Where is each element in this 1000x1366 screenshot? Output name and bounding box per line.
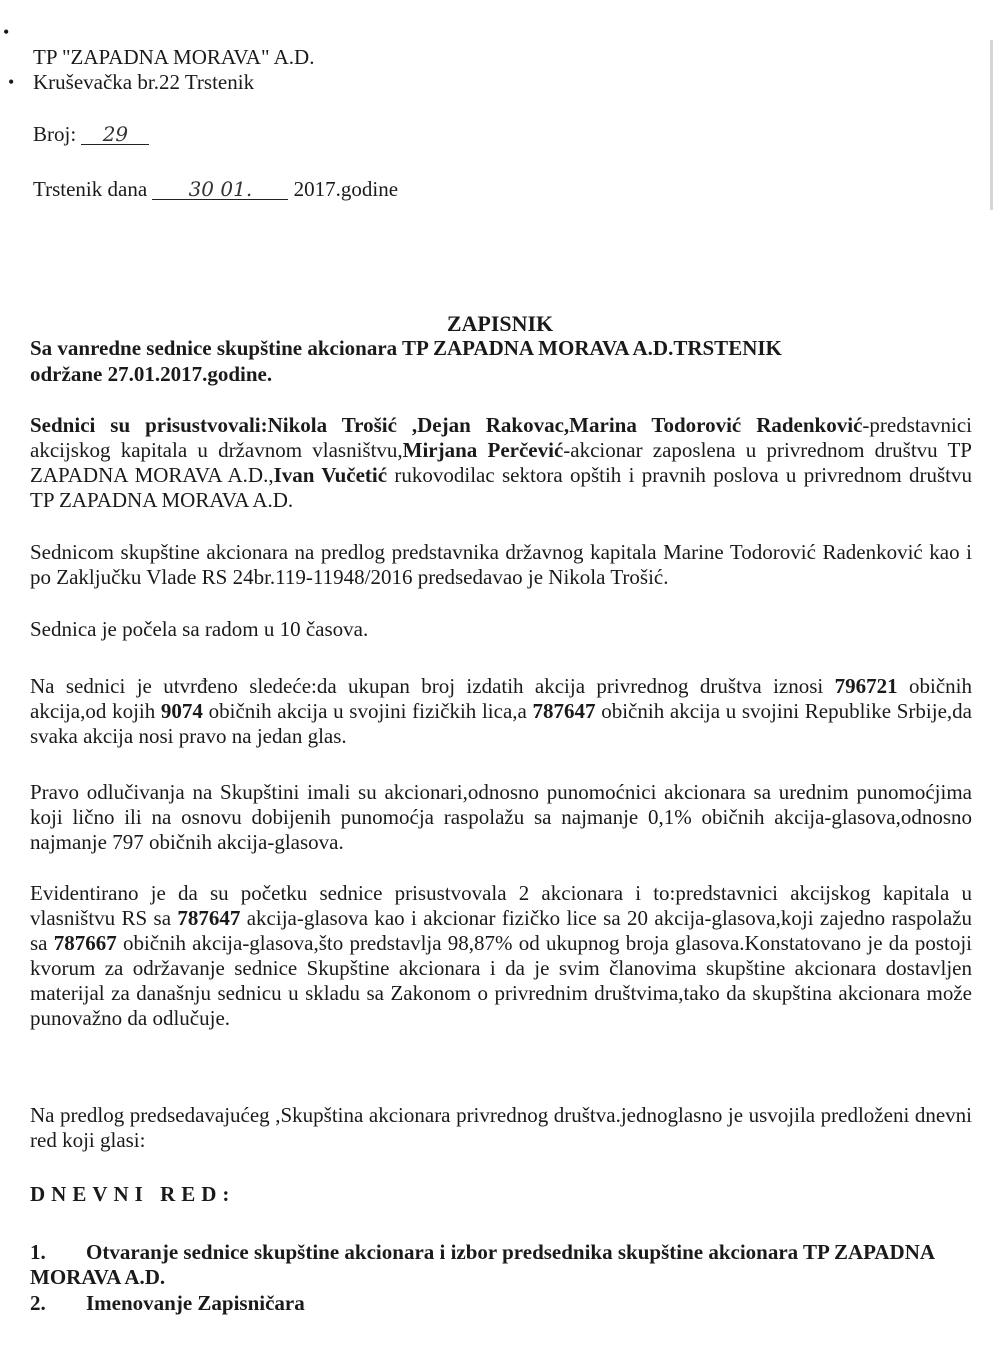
document-title: ZAPISNIK	[446, 311, 554, 336]
scan-mark: •	[3, 22, 10, 42]
scan-edge-shadow	[990, 40, 993, 210]
agenda-heading: DNEVNI RED:	[30, 1182, 236, 1206]
paragraph-quorum	[30, 881, 972, 1031]
shares-number: 796721	[834, 674, 898, 698]
shares-number: 787647	[532, 699, 596, 723]
attendees-text: -predstavnici akcijskog kapitala u državnom vlasništvu,	[30, 413, 973, 462]
paragraph-shares	[30, 674, 972, 749]
paragraph-agenda-intro: Na predlog predsedavajućeg ,Skupština akcionara privrednog društva.jednoglasno je usvojila predloženi dnevni red koji glasi:	[30, 1103, 972, 1152]
date-suffix: 2017.godine	[293, 177, 399, 201]
shares-number: 9074	[160, 699, 203, 723]
attendees-text: -akcionar zaposlena u privrednom društvu TP ZAPADNA MORAVA A.D.,	[30, 438, 972, 487]
quorum-text: običnih akcija-glasova,što predstavlja 98,87% od ukupnog broja glasova.Konstatovano je da postoji kvorum za održavanje sednice Skupštine akcionara i da je svim članovima skupštine akcionara dostavljen materijal za današnju sednicu u skladu sa Zakonom o privrednim društvima,tako da skupština akcionara može punovažno da odlučuje.	[30, 931, 972, 1030]
quorum-number: 787647	[177, 906, 241, 930]
paragraph-attendees	[30, 413, 972, 513]
shares-text: Na sednici je utvrđeno sledeće:da ukupan broj izdatih akcija privrednog društva iznosi	[30, 674, 835, 698]
attendee-name: Ivan Vučetić	[273, 463, 388, 487]
shares-text: običnih akcija u svojini Republike Srbije,da svaka akcija nosi pravo na jedan glas.	[30, 699, 972, 748]
agenda-item-number: 1.	[30, 1240, 46, 1264]
attendee-name: Mirjana Perčević	[402, 438, 564, 462]
attendee-name: Marina Todorović Radenković	[569, 413, 863, 437]
agenda-item-text: Imenovanje Zapisničara	[86, 1291, 305, 1315]
quorum-number: 787667	[53, 931, 117, 955]
document-number	[33, 124, 149, 145]
separator: ,	[563, 413, 570, 437]
paragraph-voting-rights: Pravo odlučivanja na Skupštini imali su akcionari,odnosno punomoćnici akcionara sa urednim punomoćjima koji lično ili na osnovu dobijenih punomoćja raspolažu sa najmanje 0,1% običnih akcija-glasova,odnosno najmanje 797 običnih akcija-glasova.	[30, 780, 972, 854]
company-address: Kruševačka br.22 Trstenik	[33, 70, 255, 94]
shares-text: običnih akcija u svojini fizičkih lica,a	[202, 699, 533, 723]
date-handwritten: 30 01.	[152, 179, 288, 200]
agenda-item-text: Otvaranje sednice skupštine akcionara i izbor predsednika skupštine akcionara TP ZAPADNA MORAVA A.D.	[30, 1240, 934, 1289]
company-name: TP "ZAPADNA MORAVA" A.D.	[33, 45, 315, 69]
document-date	[33, 179, 398, 200]
agenda-item-number: 2.	[30, 1291, 46, 1315]
attendee-name: Nikola Trošić	[267, 413, 397, 437]
scan-mark: •	[8, 72, 15, 92]
agenda-item	[30, 1240, 990, 1290]
quorum-text: Evidentirano je da su početku sednice prisustvovala 2 akcionara i to:predstavnici akcijskog kapitala u vlasništvu RS sa	[30, 881, 972, 930]
quorum-text: akcija-glasova kao i akcionar fizičko lice sa 20 akcija-glasova,koji zajedno raspolažu sa	[30, 906, 972, 955]
broj-label: Broj:	[33, 122, 77, 146]
paragraph-start-time: Sednica je počela sa radom u 10 časova.	[30, 617, 369, 641]
title-line-1: Sa vanredne sednice skupštine akcionara TP ZAPADNA MORAVA A.D.TRSTENIK	[30, 336, 782, 360]
shares-text: običnih akcija,od kojih	[30, 674, 972, 723]
date-prefix: Trstenik dana	[33, 177, 148, 201]
paragraph-chair: Sednicom skupštine akcionara na predlog predstavnika državnog kapitala Marine Todorović Radenković kao i po Zaključku Vlade RS 24br.119-11948/2016 predsedavao je Nikola Trošić.	[30, 540, 972, 589]
title-line-2: održane 27.01.2017.godine.	[30, 362, 273, 386]
separator: ,	[396, 413, 418, 437]
attendees-text: rukovodilac sektora opštih i pravnih poslova u privrednom društvu TP ZAPADNA MORAVA A.D.	[30, 463, 972, 512]
broj-value: 29	[81, 124, 149, 145]
agenda-item	[30, 1291, 990, 1316]
attendees-lead: Sednici su prisustvovali:	[30, 413, 268, 437]
attendee-name: Dejan Rakovac	[417, 413, 564, 437]
